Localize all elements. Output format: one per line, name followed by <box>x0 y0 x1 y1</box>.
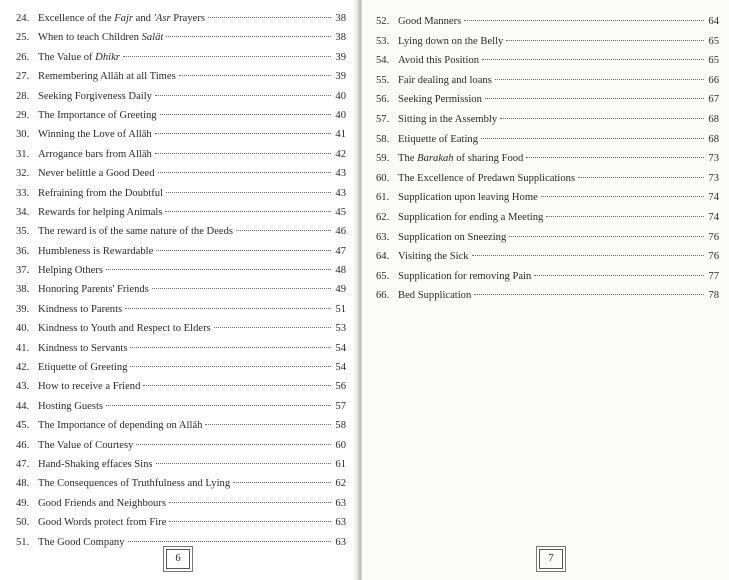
dot-leader <box>534 275 704 276</box>
entry-page-number: 46 <box>335 226 346 238</box>
entry-number: 48. <box>16 478 30 490</box>
entry-title-text: and <box>133 13 154 24</box>
entry-number: 38. <box>16 284 30 296</box>
toc-entry <box>16 106 346 125</box>
dot-leader <box>106 405 331 406</box>
entry-number: 59. <box>376 153 390 165</box>
entry-title <box>38 513 166 532</box>
entry-number: 56. <box>376 94 390 106</box>
entry-number: 34. <box>16 206 30 218</box>
entry-page-number: 63 <box>335 536 346 548</box>
entry-title-text: How to receive a Friend <box>38 381 141 393</box>
entry-title <box>38 164 155 183</box>
dot-leader <box>472 255 704 256</box>
entry-title <box>398 149 523 169</box>
entry-title <box>398 208 543 228</box>
entry-title <box>38 339 127 358</box>
dot-leader <box>526 157 704 158</box>
entry-title-text: Good Words protect from Fire <box>38 517 167 529</box>
entry-number: 44. <box>16 400 30 412</box>
toc-entry <box>376 228 719 248</box>
entry-page-number: 58 <box>335 420 346 432</box>
entry-title <box>38 436 133 455</box>
dot-leader <box>214 327 331 328</box>
entry-title-text: Rewards for helping Animals <box>38 206 163 218</box>
entry-title-text: The reward is of the same nature of the Deeds <box>38 226 234 238</box>
entry-title <box>38 106 157 125</box>
entry-number: 66. <box>376 290 390 302</box>
entry-title-italic: Salāt <box>141 32 164 44</box>
toc-entry <box>16 377 346 396</box>
entry-number: 30. <box>16 129 30 141</box>
entry-number: 37. <box>16 265 30 277</box>
entry-title-text: Supplication on Sneezing <box>398 231 507 243</box>
entry-page-number: 40 <box>335 90 346 102</box>
entry-title <box>38 474 230 493</box>
entry-title <box>398 247 469 267</box>
page-number-right: 7 <box>539 549 563 569</box>
entry-title-text: The Value of Courtesy <box>38 439 134 451</box>
entry-title <box>398 130 478 150</box>
entry-title <box>38 533 125 552</box>
dot-leader <box>208 17 331 18</box>
entry-page-number: 42 <box>335 148 346 160</box>
toc-entry <box>16 474 346 493</box>
entry-number: 54. <box>376 55 390 67</box>
dot-leader <box>128 541 331 542</box>
dot-leader <box>205 424 331 425</box>
dot-leader <box>165 211 331 212</box>
entry-page-number: 39 <box>335 71 346 83</box>
toc-entry <box>16 280 346 299</box>
toc-entry <box>376 149 719 169</box>
entry-title-text: Good Friends and Neighbours <box>38 497 166 509</box>
toc-entry <box>16 436 346 455</box>
entry-page-number: 57 <box>335 400 346 412</box>
entry-title <box>398 188 538 208</box>
entry-page-number: 60 <box>335 439 346 451</box>
entry-title <box>38 203 162 222</box>
entry-page-number: 54 <box>335 362 346 374</box>
entry-number: 62. <box>376 211 390 223</box>
entry-page-number: 61 <box>335 458 346 470</box>
entry-page-number: 66 <box>708 74 719 86</box>
toc-entry <box>376 51 719 71</box>
entry-title <box>38 67 176 86</box>
entry-title-text: Prayers <box>170 13 206 24</box>
entry-number: 65. <box>376 270 390 282</box>
entry-number: 53. <box>376 35 390 47</box>
entry-title-text: Excellence of the <box>38 13 115 24</box>
entry-title-text: When to teach Children <box>38 32 142 44</box>
entry-page-number: 73 <box>708 172 719 184</box>
entry-number: 55. <box>376 74 390 86</box>
entry-title-text: Seeking Permission <box>398 94 482 106</box>
entry-page-number: 68 <box>708 113 719 125</box>
entry-title-text: Hand-Shaking effaces Sins <box>38 458 153 470</box>
entry-title-italic: Barakah <box>417 153 454 165</box>
entry-page-number: 62 <box>335 478 346 490</box>
entry-title <box>38 125 152 144</box>
entry-number: 46. <box>16 439 30 451</box>
toc-entry <box>376 71 719 91</box>
dot-leader <box>166 36 331 37</box>
entry-page-number: 54 <box>335 342 346 354</box>
toc-entry <box>16 145 346 164</box>
entry-title <box>398 228 506 248</box>
dot-leader <box>130 366 331 367</box>
toc-entry <box>16 164 346 183</box>
dot-leader <box>236 230 331 231</box>
entry-number: 51. <box>16 536 30 548</box>
toc-entry <box>16 300 346 319</box>
entry-page-number: 56 <box>335 381 346 393</box>
entry-number: 43. <box>16 381 30 393</box>
entry-title-text: The Good Company <box>38 536 125 548</box>
dot-leader <box>166 192 331 193</box>
entry-title <box>38 28 163 47</box>
entry-page-number: 73 <box>708 153 719 165</box>
toc-entry <box>16 513 346 532</box>
entry-number: 25. <box>16 32 30 44</box>
entry-page-number: 63 <box>335 497 346 509</box>
entry-title-text: Hosting Guests <box>38 400 104 412</box>
toc-entry <box>16 416 346 435</box>
entry-title-text: Fair dealing and loans <box>398 74 492 86</box>
toc-entry <box>376 267 719 287</box>
entry-number: 60. <box>376 172 390 184</box>
entry-number: 32. <box>16 168 30 180</box>
entry-page-number: 51 <box>335 303 346 315</box>
entry-number: 57. <box>376 113 390 125</box>
entry-title-text: Supplication for removing Pain <box>398 270 532 282</box>
dot-leader <box>106 269 331 270</box>
entry-title <box>38 455 153 474</box>
entry-page-number: 40 <box>335 109 346 121</box>
toc-entry <box>376 286 719 306</box>
dot-leader <box>123 56 331 57</box>
entry-title-italic: Fajr <box>114 13 134 24</box>
entry-number: 42. <box>16 362 30 374</box>
dot-leader <box>155 95 331 96</box>
dot-leader <box>179 75 331 76</box>
entry-title-text: The Excellence of Predawn Supplications <box>398 172 576 184</box>
entry-title <box>38 48 120 67</box>
entry-title <box>398 169 575 189</box>
entry-page-number: 48 <box>335 265 346 277</box>
toc-entry <box>16 184 346 203</box>
entry-title-text: The <box>398 153 418 165</box>
entry-number: 39. <box>16 303 30 315</box>
entry-page-number: 43 <box>335 168 346 180</box>
entry-page-number: 47 <box>335 245 346 257</box>
toc-entry <box>16 203 346 222</box>
entry-number: 35. <box>16 226 30 238</box>
dot-leader <box>155 133 331 134</box>
entry-title-text: Seeking Forgiveness Daily <box>38 90 152 102</box>
page-number-left: 6 <box>166 549 190 569</box>
entry-title-text: Good Manners <box>398 16 462 27</box>
entry-title-italic: Dhikr <box>95 51 120 63</box>
dot-leader <box>509 236 704 237</box>
entry-title-text: Supplication upon leaving Home <box>398 192 538 204</box>
entry-title <box>38 87 152 106</box>
dot-leader <box>546 216 704 217</box>
toc-entry <box>16 67 346 86</box>
entry-title-text: Humbleness is Rewardable <box>38 245 154 257</box>
entry-title-italic: 'Asr <box>153 13 171 24</box>
entry-page-number: 45 <box>335 206 346 218</box>
entry-title <box>38 242 153 261</box>
entry-title <box>38 280 149 299</box>
dot-leader <box>481 138 704 139</box>
entry-title-text: Sitting in the Assembly <box>398 113 498 125</box>
entry-title-text: Supplication for ending a Meeting <box>398 211 544 223</box>
entry-page-number: 53 <box>335 323 346 335</box>
entry-number: 63. <box>376 231 390 243</box>
entry-title <box>38 416 202 435</box>
dot-leader <box>130 347 331 348</box>
entry-title <box>398 71 492 91</box>
entry-title-text: The Importance of Greeting <box>38 109 157 121</box>
entry-number: 27. <box>16 71 30 83</box>
entry-number: 49. <box>16 497 30 509</box>
toc-entry <box>376 90 719 110</box>
entry-title <box>38 184 163 203</box>
entry-title-text: Etiquette of Greeting <box>38 362 128 374</box>
right-page <box>362 0 729 580</box>
toc-entry <box>16 9 346 28</box>
entry-title <box>38 397 103 416</box>
entry-number: 45. <box>16 420 30 432</box>
entry-title-text: Never belittle a Good Deed <box>38 168 155 180</box>
entry-title-text: Arrogance bars from Allāh <box>38 148 152 160</box>
entry-title <box>38 319 211 338</box>
toc-entry <box>16 494 346 513</box>
entry-title <box>38 261 103 280</box>
toc-entry <box>16 48 346 67</box>
toc-entry <box>16 87 346 106</box>
toc-list-right <box>376 12 719 306</box>
entry-number: 61. <box>376 192 390 204</box>
dot-leader <box>485 98 704 99</box>
dot-leader <box>474 294 704 295</box>
dot-leader <box>136 444 331 445</box>
entry-page-number: 64 <box>708 16 719 27</box>
toc-entry <box>16 242 346 261</box>
dot-leader <box>482 59 704 60</box>
entry-page-number: 39 <box>335 51 346 63</box>
toc-entry <box>16 28 346 47</box>
entry-page-number: 38 <box>335 32 346 44</box>
entry-page-number: 43 <box>335 187 346 199</box>
toc-entry <box>16 455 346 474</box>
entry-title <box>38 377 140 396</box>
entry-title <box>38 358 127 377</box>
entry-number: 41. <box>16 342 30 354</box>
dot-leader <box>143 385 331 386</box>
entry-title-text: of sharing Food <box>453 153 524 165</box>
dot-leader <box>464 20 704 21</box>
entry-title <box>398 90 482 110</box>
entry-title-text: Refraining from the Doubtful <box>38 187 164 199</box>
entry-title-text: Bed Supplication <box>398 290 472 302</box>
toc-entry <box>376 188 719 208</box>
toc-entry <box>16 358 346 377</box>
entry-title-text: The Consequences of Truthfulness and Lying <box>38 478 231 490</box>
entry-number: 50. <box>16 517 30 529</box>
entry-page-number: 49 <box>335 284 346 296</box>
entry-page-number: 41 <box>335 129 346 141</box>
toc-entry <box>376 12 719 32</box>
entry-title-text: Remembering Allāh at all Times <box>38 71 176 83</box>
entry-title <box>398 267 531 287</box>
entry-page-number: 63 <box>335 517 346 529</box>
entry-number: 24. <box>16 13 30 24</box>
entry-page-number: 38 <box>335 13 346 24</box>
dot-leader <box>125 308 331 309</box>
toc-entry <box>376 169 719 189</box>
entry-title <box>38 300 122 319</box>
dot-leader <box>156 463 331 464</box>
entry-page-number: 65 <box>708 35 719 47</box>
entry-title <box>398 110 497 130</box>
dot-leader <box>156 250 331 251</box>
entry-number: 36. <box>16 245 30 257</box>
entry-title-text: The Importance of depending on Allāh <box>38 420 203 432</box>
entry-title <box>398 51 479 71</box>
entry-number: 31. <box>16 148 30 160</box>
toc-entry <box>376 110 719 130</box>
entry-page-number: 65 <box>708 55 719 67</box>
entry-page-number: 67 <box>708 94 719 106</box>
entry-number: 58. <box>376 133 390 145</box>
entry-page-number: 68 <box>708 133 719 145</box>
entry-number: 64. <box>376 251 390 263</box>
entry-title-text: Honoring Parents' Friends <box>38 284 149 296</box>
toc-entry <box>376 247 719 267</box>
toc-entry <box>16 261 346 280</box>
dot-leader <box>169 502 331 503</box>
entry-title <box>38 9 205 28</box>
entry-title-text: Winning the Love of Allāh <box>38 129 152 141</box>
entry-title-text: Visiting the Sick <box>398 251 469 263</box>
entry-title-text: Avoid this Position <box>398 55 480 67</box>
dot-leader <box>158 172 332 173</box>
toc-entry <box>376 208 719 228</box>
entry-title <box>38 222 233 241</box>
entry-page-number: 76 <box>708 231 719 243</box>
toc-entry <box>16 319 346 338</box>
entry-title <box>38 145 152 164</box>
toc-entry <box>376 130 719 150</box>
entry-title <box>398 286 471 306</box>
dot-leader <box>155 153 331 154</box>
toc-entry <box>16 222 346 241</box>
dot-leader <box>506 40 704 41</box>
dot-leader <box>160 114 331 115</box>
entry-page-number: 78 <box>708 290 719 302</box>
toc-list-left <box>16 9 346 552</box>
toc-entry <box>376 32 719 52</box>
entry-number: 28. <box>16 90 30 102</box>
entry-number: 29. <box>16 109 30 121</box>
entry-title-text: The Value of <box>38 51 96 63</box>
left-page <box>0 0 356 580</box>
entry-page-number: 74 <box>708 192 719 204</box>
entry-title-text: Kindness to Parents <box>38 303 123 315</box>
dot-leader <box>233 482 331 483</box>
dot-leader <box>578 177 704 178</box>
entry-title <box>38 494 166 513</box>
entry-page-number: 77 <box>708 270 719 282</box>
entry-title <box>398 32 503 52</box>
entry-title-text: Helping Others <box>38 265 104 277</box>
dot-leader <box>152 288 331 289</box>
entry-number: 47. <box>16 458 30 470</box>
dot-leader <box>541 196 704 197</box>
entry-number: 33. <box>16 187 30 199</box>
toc-entry <box>16 397 346 416</box>
entry-title-text: Kindness to Youth and Respect to Elders <box>38 323 211 335</box>
entry-number: 52. <box>376 16 390 27</box>
entry-title-text: Kindness to Servants <box>38 342 128 354</box>
entry-page-number: 76 <box>708 251 719 263</box>
dot-leader <box>169 521 331 522</box>
entry-number: 40. <box>16 323 30 335</box>
entry-title-text: Etiquette of Eating <box>398 133 479 145</box>
entry-title <box>398 12 461 32</box>
entry-title-text: Lying down on the Belly <box>398 35 504 47</box>
entry-page-number: 74 <box>708 211 719 223</box>
dot-leader <box>495 79 704 80</box>
entry-number: 26. <box>16 51 30 63</box>
toc-entry <box>16 339 346 358</box>
toc-entry <box>16 125 346 144</box>
dot-leader <box>500 118 704 119</box>
